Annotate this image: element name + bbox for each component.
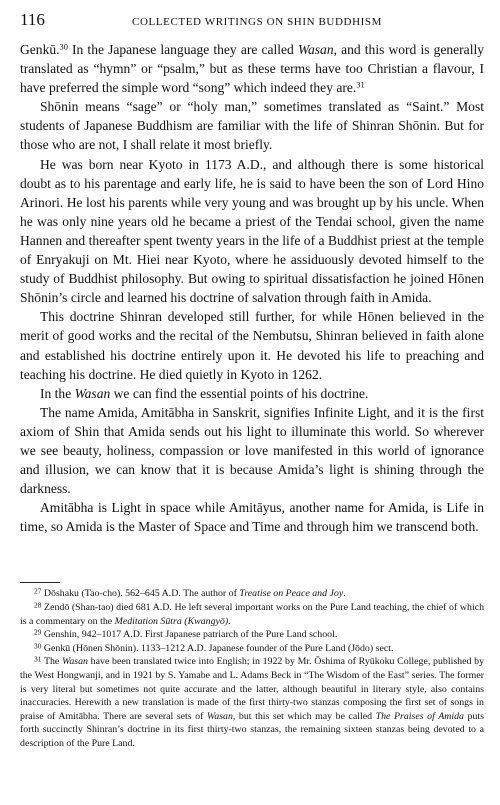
italic-text: Wasan bbox=[62, 656, 88, 668]
footnote bbox=[20, 601, 484, 628]
text-run: , but this set which may be called bbox=[232, 710, 376, 722]
text-run: Genkū (Hōnen Shōnin). 1133–1212 A.D. Japanese founder of the Pure Land (Jōdo) sect. bbox=[43, 642, 394, 654]
text-run: Shōnin means “sage” or “holy man,” sometimes translated as “Saint.” Most students of Japanese Buddhism are familiar with the life of Shinran Shōnin. But for those who are not, I shall relate it most briefly. bbox=[20, 99, 484, 153]
footnote bbox=[20, 655, 484, 750]
text-run: . bbox=[228, 615, 231, 627]
footnotes bbox=[20, 587, 484, 750]
running-title: COLLECTED WRITINGS ON SHIN BUDDHISM bbox=[132, 16, 382, 28]
footnote-number: 30 bbox=[34, 641, 42, 651]
italic-text: The Praises of Amida bbox=[375, 710, 464, 722]
text-run: puts forth succinctly Shinran’s doctrine in its first thirty-two stanzas, the remaining sixteen stanzas being devoted to a description of the Pure Land. bbox=[20, 710, 484, 749]
text-run: He was born near Kyoto in 1173 A.D., and although there is some historical doubt as to his parentage and early life, he is said to have been the son of Lord Hino Arinori. He lost his parents while very young and was brought up by his uncle. When he was only nine years old he became a priest of the Tendai school, given the name Hannen and thereafter spent twenty years in the life of a Buddhist priest at the temple of Enryakuji on Mt. Hiei near Kyoto, where he assiduously devoted himself to the study of Buddhist philosophy. But owing to spiritual dissatisfaction he joined Hōnen Shōnin’s circle and learned his doctrine of salvation through faith in Amida. bbox=[20, 156, 484, 306]
text-run: , and this word is generally translated as “hymn” or “psalm,” but as these terms have too Christian a flavour, I have preferred the simple word “song” which indeed they are. bbox=[20, 42, 484, 96]
text-run: The name Amida, Amitābha in Sanskrit, signifies Infinite Light, and it is the first axiom of Shin that Amida sends out his light to illuminate this world. So wherever we see beauty, holiness, compassion or love manifested in this world of ignorance and illusion, we can know that it is because Amida’s light is shining through the darkness. bbox=[20, 404, 484, 497]
footnote-reference: 31 bbox=[356, 80, 365, 90]
footnote bbox=[20, 642, 484, 656]
italic-text: Treatise on Peace and Joy bbox=[239, 588, 344, 600]
footnote-number: 27 bbox=[34, 586, 42, 596]
footnote bbox=[20, 628, 484, 642]
footnote bbox=[20, 587, 484, 601]
text-run: Genkū. bbox=[20, 42, 60, 57]
text-run: In the Japanese language they are called bbox=[67, 42, 298, 57]
footnote-number: 29 bbox=[34, 627, 42, 637]
text-run: This doctrine Shinran developed still further, for while Hōnen believed in the merit of good works and the recital of the Nembutsu, Shinran believed in faith alone and established his doctrine entirely upon it. He devoted his life to preaching and teaching his doctrine. He died quietly in Kyoto in 1262. bbox=[20, 309, 484, 382]
running-head bbox=[20, 10, 484, 32]
body-text bbox=[20, 40, 484, 536]
paragraph bbox=[20, 498, 484, 536]
text-run: Genshin, 942–1017 A.D. First Japanese patriarch of the Pure Land school. bbox=[43, 629, 338, 641]
italic-text: Wasan bbox=[206, 710, 233, 722]
text-run: Amitābha is Light in space while Amitāyus, another name for Amida, is Life in time, so Amida is the Master of Space and Time and through him we transcend both. bbox=[20, 500, 484, 535]
footnote-rule bbox=[20, 582, 60, 583]
footnote-number: 31 bbox=[34, 654, 42, 664]
paragraph bbox=[20, 307, 484, 383]
text-run: have been translated twice into English; in 1922 by Mr. Ōshima of Ryūkoku College, published by the West Hongwanji, and in 1921 by S. Yamabe and L. Adams Beck in “The Wisdom of the East” series. The former is very literal but sometimes not quite accurate and the latter, although beautiful in literary style, also contains inaccuracies. Herewith a new translation is made of the first thirty-two stanzas composing the first set of songs in praise of Amitābha. There are several sets of bbox=[20, 656, 485, 722]
text-run: In the bbox=[40, 385, 75, 401]
page-number: 116 bbox=[20, 10, 45, 29]
paragraph bbox=[20, 403, 484, 498]
italic-text: Meditation Sūtra (Kwangyō) bbox=[114, 615, 229, 627]
text-run: Dōshaku (Tao-cho). 562–645 A.D. The author of bbox=[43, 588, 240, 600]
paragraph bbox=[20, 384, 484, 403]
footnote-reference: 30 bbox=[59, 42, 68, 52]
text-run: The bbox=[43, 656, 62, 668]
text-run: Zendō (Shan-tao) died 681 A.D. He left several important works on the Pure Land teaching, the chief of which is a commentary on the bbox=[20, 602, 485, 627]
paragraph bbox=[20, 40, 484, 97]
paragraph bbox=[20, 97, 484, 154]
paragraph bbox=[20, 155, 484, 308]
text-run: we can find the essential points of his doctrine. bbox=[110, 385, 369, 401]
italic-text: Wasan bbox=[74, 385, 111, 401]
text-run: . bbox=[343, 588, 346, 600]
footnote-number: 28 bbox=[34, 600, 42, 610]
italic-text: Wasan bbox=[297, 42, 334, 57]
